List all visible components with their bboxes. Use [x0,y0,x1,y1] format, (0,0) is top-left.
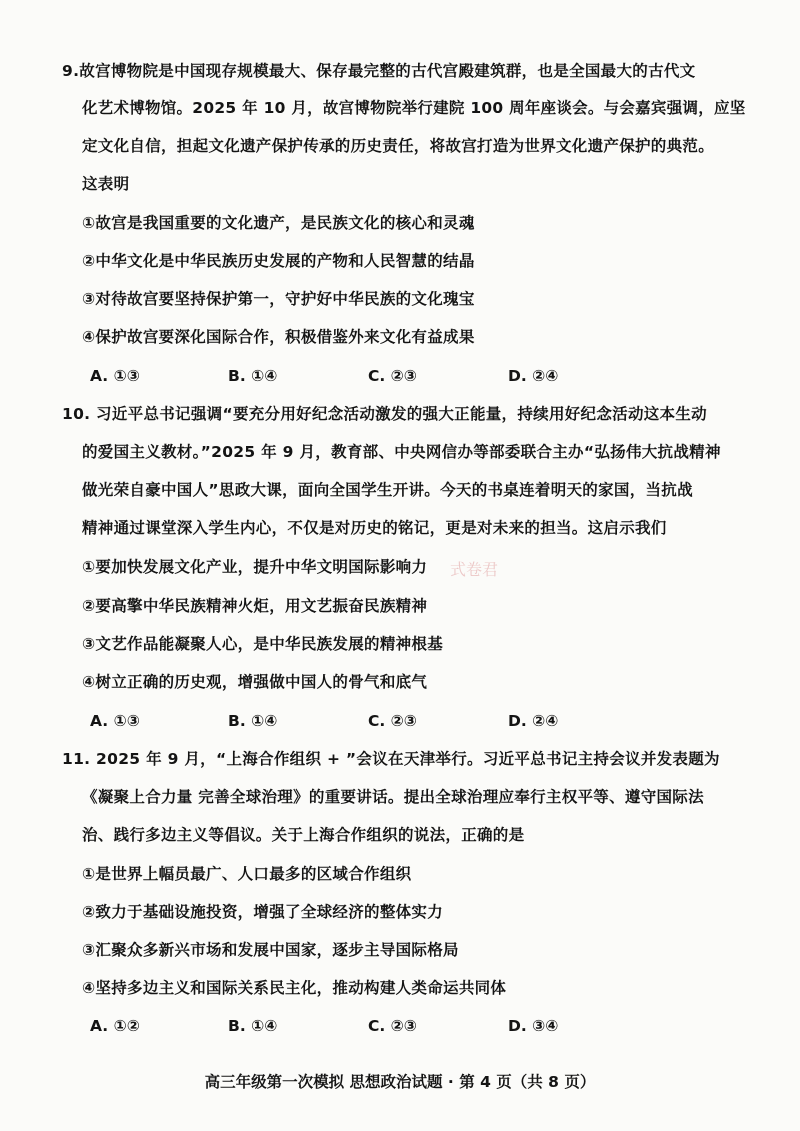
question-10-stem-line: 精神通过课堂深入学生内心，不仅是对历史的铭记，更是对未来的担当。这启示我们 [82,519,667,537]
question-9-choice-a[interactable]: A. ①③ [90,367,140,385]
question-9-option-item: ③对待故宫要坚持保护第一，守护好中华民族的文化瑰宝 [82,290,475,308]
question-9-option-item: ②中华文化是中华民族历史发展的产物和人民智慧的结晶 [82,252,475,270]
question-9-stem-line: 化艺术博物馆。2025 年 10 月，故宫博物院举行建院 100 周年座谈会。与会嘉宾强调，应坚 [82,99,746,117]
question-11-choice-b[interactable]: B. ①④ [228,1017,278,1035]
question-10-option-item: ④树立正确的历史观，增强做中国人的骨气和底气 [82,673,428,691]
question-11-stem-line: 《凝聚上合力量 完善全球治理》的重要讲话。提出全球治理应奉行主权平等、遵守国际法 [82,788,704,806]
question-11-choice-a[interactable]: A. ①② [90,1017,140,1035]
question-9-stem-line: 9.故宫博物院是中国现存规模最大、保存最完整的古代宫殿建筑群，也是全国最大的古代文 [62,62,696,80]
question-9-choice-c[interactable]: C. ②③ [368,367,417,385]
question-11-choice-d[interactable]: D. ③④ [508,1017,559,1035]
question-11-option-item: ④坚持多边主义和国际关系民主化，推动构建人类命运共同体 [82,979,507,997]
question-10-choice-d[interactable]: D. ②④ [508,712,559,730]
question-11-option-item: ②致力于基础设施投资，增强了全球经济的整体实力 [82,903,444,921]
question-11-stem-line: 治、践行多边主义等倡议。关于上海合作组织的说法，正确的是 [82,826,525,844]
question-10-stem-line: 10. 习近平总书记强调“要充分用好纪念活动激发的强大正能量，持续用好纪念活动这本生动 [62,405,707,423]
page-footer: 高三年级第一次模拟 思想政治试题 · 第 4 页（共 8 页） [204,1073,596,1091]
question-10-option-item: ②要高擎中华民族精神火炬，用文艺振奋民族精神 [82,597,428,615]
question-9-choice-b[interactable]: B. ①④ [228,367,278,385]
question-9-choice-d[interactable]: D. ②④ [508,367,559,385]
question-10-choice-c[interactable]: C. ②③ [368,712,417,730]
question-11-choice-c[interactable]: C. ②③ [368,1017,417,1035]
question-9-option-item: ④保护故宫要深化国际合作，积极借鉴外来文化有益成果 [82,328,475,346]
question-10-stem-line: 做光荣自豪中国人”思政大课，面向全国学生开讲。今天的书桌连着明天的家国，当抗战 [82,481,693,499]
question-9-option-item: ①故宫是我国重要的文化遗产，是民族文化的核心和灵魂 [82,214,475,232]
question-9-stem-line: 这表明 [82,175,130,193]
question-10-option-item: ①要加快发展文化产业，提升中华文明国际影响力 [82,558,428,576]
question-10-choice-a[interactable]: A. ①③ [90,712,140,730]
question-11-option-item: ①是世界上幅员最广、人口最多的区域合作组织 [82,865,412,883]
question-10-choice-b[interactable]: B. ①④ [228,712,278,730]
question-9-stem-line: 定文化自信，担起文化遗产保护传承的历史责任，将故宫打造为世界文化遗产保护的典范。 [82,137,715,155]
watermark: 式卷君 [450,560,499,579]
question-10-stem-line: 的爱国主义教材。”2025 年 9 月，教育部、中央网信办等部委联合主办“弘扬伟大抗战精神 [82,443,721,461]
question-10-option-item: ③文艺作品能凝聚人心，是中华民族发展的精神根基 [82,635,444,653]
question-11-option-item: ③汇聚众多新兴市场和发展中国家，逐步主导国际格局 [82,941,459,959]
question-11-stem-line: 11. 2025 年 9 月，“上海合作组织 + ”会议在天津举行。习近平总书记主持会议并发表题为 [62,750,720,768]
